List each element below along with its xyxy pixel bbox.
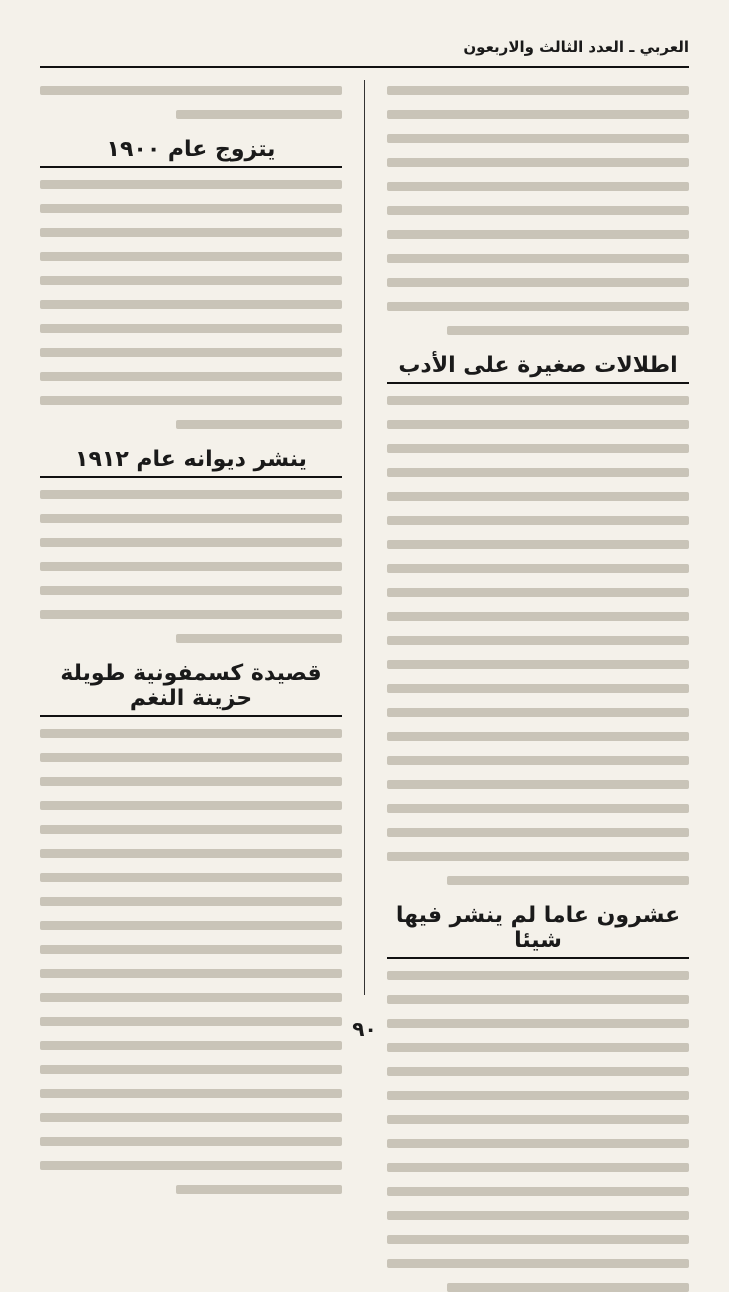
right-column	[387, 80, 689, 995]
text-block	[387, 86, 689, 335]
running-header	[40, 38, 689, 56]
column-divider	[364, 80, 365, 995]
section-heading: قصيدة كسمفونية طويلة حزينة النغم	[40, 661, 342, 717]
section-heading: اطلالات صغيرة على الأدب	[387, 353, 689, 384]
header-title: العربي ـ العدد الثالث والاربعون	[463, 38, 689, 56]
left-column	[40, 80, 342, 995]
text-block	[387, 971, 689, 1292]
two-column-body	[40, 80, 689, 995]
text-block	[40, 490, 342, 643]
text-block	[40, 86, 342, 119]
text-block	[40, 729, 342, 1194]
text-block	[40, 180, 342, 429]
page-number: ٩٠	[352, 1017, 377, 1041]
section-heading: عشرون عاما لم ينشر فيها شيئا	[387, 903, 689, 959]
section-heading: يتزوج عام ١٩٠٠	[40, 137, 342, 168]
header-rule	[40, 66, 689, 68]
text-block	[387, 396, 689, 885]
section-heading: ينشر ديوانه عام ١٩١٢	[40, 447, 342, 478]
